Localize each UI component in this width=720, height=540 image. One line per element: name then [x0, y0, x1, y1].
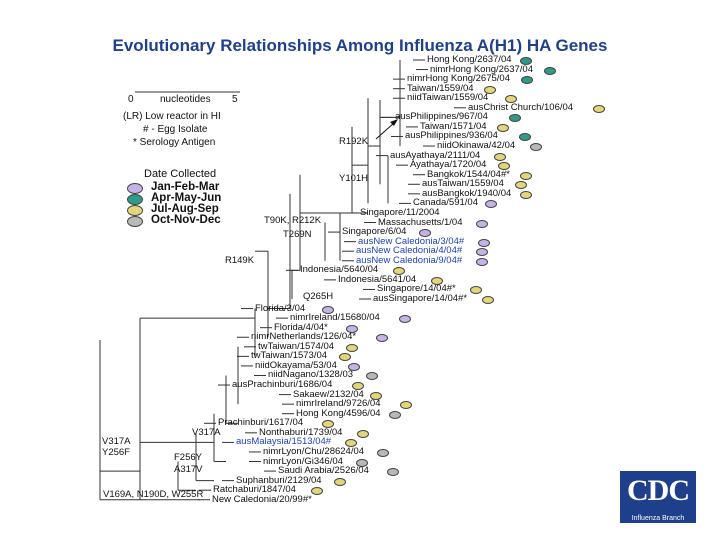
taxon-label: Bangkok/1544/04#* — [427, 168, 510, 180]
period-label: Jan-Feb-Mar — [151, 181, 220, 193]
taxon-label: ausBangkok/1940/04 — [422, 187, 512, 199]
period-marker — [478, 239, 490, 247]
mutation-label: R192K — [339, 136, 369, 147]
taxon-label: twTaiwan/1573/04 — [251, 350, 328, 362]
mutation-label: Y101H — [339, 173, 369, 184]
period-label: Oct-Nov-Dec — [151, 214, 221, 226]
taxon-label: Indonesia/5641/04 — [338, 273, 417, 285]
period-marker — [476, 258, 488, 266]
period-marker — [476, 248, 488, 256]
period-label: Jul-Aug-Sep — [151, 203, 219, 215]
taxon-label: Florida/3/04 — [255, 302, 306, 314]
taxon-label: Canada/591/04 — [413, 197, 478, 209]
taxon-label: ausPhilippines/967/04 — [395, 111, 488, 123]
period-marker — [389, 411, 401, 419]
period-marker — [544, 67, 556, 75]
period-marker — [334, 478, 346, 486]
period-swatch — [127, 205, 143, 216]
taxon-label: Massachusetts/1/04 — [378, 216, 463, 228]
scale-label: nucleotides — [160, 94, 211, 105]
taxon-label: Hong Kong/2637/04 — [427, 54, 512, 65]
taxon-label: Ratchaburi/1847/04 — [213, 484, 296, 496]
period-swatch — [127, 183, 143, 194]
mutation-label: A317V — [174, 464, 203, 475]
taxon-label: Singapore/14/04#* — [377, 283, 456, 295]
taxon-label: Taiwan/1571/04 — [420, 120, 487, 132]
taxon-label: niidOkayama/53/04 — [255, 359, 337, 371]
mutation-label: F256Y — [174, 452, 202, 463]
period-marker — [520, 172, 532, 180]
taxon-label: ausPhilippines/936/04 — [405, 130, 498, 142]
mutation-label: T269N — [283, 229, 312, 240]
taxon-label: Indonesia/5640/04 — [300, 264, 379, 276]
scale-end: 5 — [232, 94, 238, 105]
period-marker — [593, 105, 605, 113]
taxon-label: Singapore/11/2004 — [360, 206, 440, 218]
period-marker — [497, 124, 509, 132]
taxon-label: Nonthaburi/1739/04 — [259, 426, 343, 438]
taxon-label: nimrLyon/Gi346/04 — [263, 455, 343, 467]
taxon-label: Sakaew/2132/04 — [293, 388, 364, 400]
mutation-label: V317A — [102, 436, 131, 447]
taxon-label: niidNagano/1328/03 — [268, 369, 354, 381]
mutation-label: V317A — [192, 427, 221, 438]
taxon-label: ausPrachinburi/1686/04 — [232, 379, 333, 391]
period-label: Apr-May-Jun — [151, 192, 222, 204]
legend-egg-isolate: # - Egg Isolate — [143, 124, 208, 135]
taxon-label: Prachinburi/1617/04 — [218, 417, 304, 429]
taxon-label: Singapore/6/04 — [342, 226, 407, 238]
taxon-label: ausNew Caledonia/3/04# — [358, 235, 465, 247]
taxon-label: ausTaiwan/1559/04 — [422, 178, 504, 190]
logo-subtitle: Influenza Branch — [631, 515, 685, 522]
taxon-label: twTaiwan/1574/04 — [258, 340, 335, 352]
period-swatch — [127, 216, 143, 227]
period-swatch — [127, 194, 143, 205]
taxon-label: Taiwan/1559/04 — [407, 82, 474, 94]
taxon-label: ausSingapore/14/04#* — [373, 293, 468, 304]
mutation-label: Y256F — [102, 447, 130, 458]
taxon-label: Ayathaya/1720/04 — [410, 159, 487, 171]
mutation-label: R149K — [225, 255, 255, 266]
taxon-label: Florida/4/04* — [274, 321, 328, 333]
legend-serology: * Serology Antigen — [133, 137, 216, 148]
period-marker — [400, 401, 412, 409]
taxon-label: ausNew Caledonia/4/04# — [356, 245, 463, 257]
taxon-label: ausAyathaya/2111/04 — [390, 149, 481, 161]
taxon-label: nimrHong Kong/2637/04 — [430, 63, 533, 75]
period-marker — [494, 153, 506, 161]
taxon-label: ausNew Caledonia/9/04# — [356, 254, 463, 266]
period-marker — [482, 296, 494, 304]
taxon-label: Hong Kong/4596/04 — [296, 407, 381, 419]
taxon-label: nimrIreland/9726/04 — [296, 398, 381, 410]
taxon-label: niidTaiwan/1559/04 — [407, 92, 489, 104]
scale-start: 0 — [128, 94, 134, 105]
period-marker — [346, 344, 358, 352]
taxon-label: ausChrist Church/106/04 — [468, 101, 574, 113]
taxon-label: ausMalaysia/1513/04# — [236, 436, 332, 448]
taxon-label: niidOkinawa/42/04 — [437, 140, 516, 152]
mutation-label: T90K, R212K — [264, 215, 322, 226]
mutation-label: Q265H — [303, 291, 334, 302]
taxon-label: nimrLyon/Chu/28624/04 — [263, 445, 365, 457]
taxon-label: nimrIreland/15680/04 — [290, 312, 380, 324]
taxon-label: nimrHong Kong/2675/04 — [407, 73, 510, 85]
logo-text: CDC — [627, 474, 689, 507]
mutation-label: V169A, N190D, W255R — [103, 489, 204, 500]
figure-title: Evolutionary Relationships Among Influenza A(H1) HA Genes — [112, 36, 608, 55]
period-marker — [476, 220, 488, 228]
taxon-label: Saudi Arabia/2526/04 — [278, 465, 369, 477]
taxon-label: nimrNetherlands/126/04* — [251, 331, 357, 343]
taxon-label: New Caledonia/20/99#* — [212, 493, 312, 505]
taxon-label: Suphanburi/2129/04 — [236, 474, 322, 486]
date-collected-title: Date Collected — [144, 168, 217, 180]
cdc-logo — [620, 471, 696, 523]
legend-low-reactor: (LR) Low reactor in HI — [123, 111, 221, 122]
